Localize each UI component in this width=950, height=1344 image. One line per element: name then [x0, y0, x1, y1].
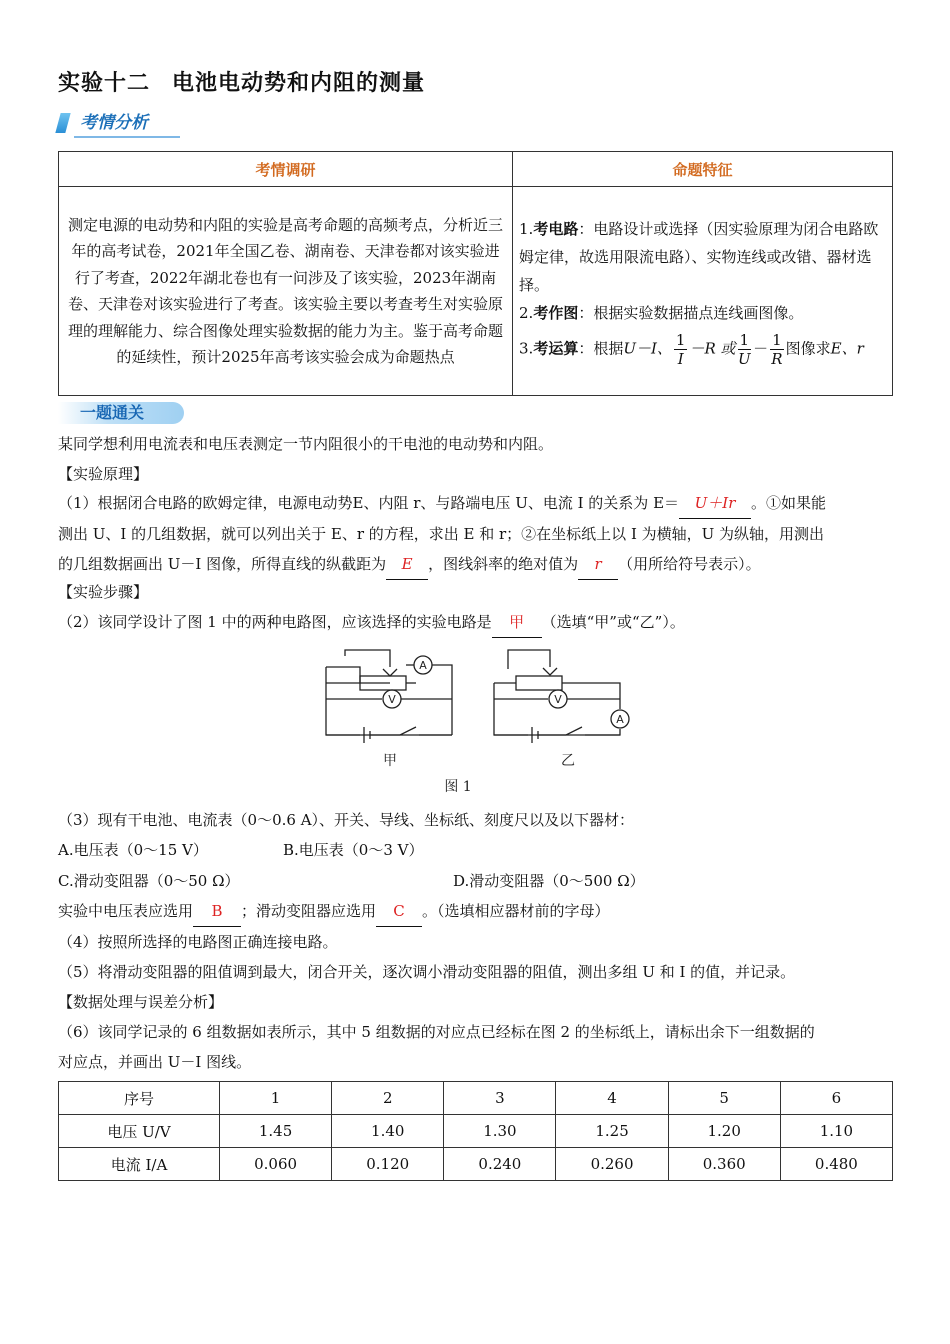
table-cell: 1.40 [332, 1115, 444, 1148]
research-text: 测定电源的电动势和内阻的实验是高考命题的高频考点，分析近三年的高考试卷，2021年全国乙卷、湖南卷、天津卷都对该实验进行了考查，2022年湖北卷也有一问涉及了该实验，2023年湖南卷、天津卷对该实验进行了考查。该实验主要以考查考生对实验原理的理解能力、综合图像处理实验数据的能力为主。鉴于高考命题的延续性，预计2025年高考该实验会成为命题热点 [59, 187, 513, 396]
table-cell: 1.30 [444, 1115, 556, 1148]
circuit-left-label: 甲 [383, 753, 397, 769]
fraction: $\frac{1}{U}$ [737, 330, 751, 368]
table-cell: 3 [444, 1082, 556, 1115]
table-cell: 4 [556, 1082, 668, 1115]
fraction: $\frac{1}{I}$ [675, 330, 686, 368]
question-3: 实验中电压表应选用 B ；滑动变阻器应选用 C 。（选填相应器材前的字母） [58, 896, 893, 927]
table-cell: 2 [332, 1082, 444, 1115]
answer-blank: 甲 [492, 607, 542, 638]
table-row [59, 1148, 893, 1181]
section-principle: 【实验原理】 [58, 465, 149, 483]
table-cell: 电流 I/A [59, 1148, 220, 1181]
table-cell: 5 [668, 1082, 780, 1115]
option-row [58, 866, 893, 896]
analysis-table [58, 151, 893, 396]
analysis-badge [58, 110, 176, 136]
analysis-header-research: 考情调研 [59, 152, 513, 187]
section-data: 【数据处理与误差分析】 [58, 993, 224, 1011]
table-cell: 0.260 [556, 1148, 668, 1181]
table-cell: 6 [780, 1082, 892, 1115]
question-5: （5）将滑动变阻器的阻值调到最大，闭合开关，逐次调小滑动变阻器的阻值，测出多组 U 和 I 的值，并记录。 [58, 963, 796, 981]
table-row [59, 1082, 893, 1115]
voltmeter-icon: V [554, 693, 562, 706]
question-4: （4）按照所选择的电路图正确连接电路。 [58, 933, 338, 951]
ammeter-icon: A [616, 713, 624, 726]
table-cell: 1 [220, 1082, 332, 1115]
badge-stripe-icon [55, 113, 70, 133]
answer-blank: U＋Ir [679, 488, 751, 519]
analysis-header-features: 命题特征 [513, 152, 893, 187]
question-2: （2）该同学设计了图 1 中的两种电路图，应该选择的实验电路是 甲 （选填“甲”或“乙”）。 [58, 607, 893, 638]
banner-label: 一题通关 [80, 403, 145, 422]
feature-item: 2.考作图：根据实验数据描点连线画图像。 [519, 303, 804, 322]
table-cell: 1.25 [556, 1115, 668, 1148]
data-table [58, 1081, 893, 1181]
option-c: C.滑动变阻器（0～50 Ω） [58, 872, 240, 890]
table-cell: 0.480 [780, 1148, 892, 1181]
table-cell: 电压 U/V [59, 1115, 220, 1148]
ammeter-icon: A [419, 659, 427, 672]
option-row [58, 835, 893, 865]
option-d: D.滑动变阻器（0～500 Ω） [453, 872, 645, 890]
table-cell: 1.20 [668, 1115, 780, 1148]
section-banner [58, 402, 184, 424]
answer-blank: B [193, 896, 241, 927]
option-a: A.电压表（0～15 V） [58, 841, 208, 859]
answer-blank: E [386, 549, 428, 580]
badge-label: 考情分析 [74, 110, 180, 138]
voltmeter-icon: V [388, 693, 396, 706]
answer-blank: r [578, 549, 618, 580]
table-cell: 0.240 [444, 1148, 556, 1181]
option-b: B.电压表（0～3 V） [283, 841, 424, 859]
table-cell: 1.10 [780, 1115, 892, 1148]
question-3-intro: （3）现有干电池、电流表（0～0.6 A）、开关、导线、坐标纸、刻度尺以及以下器材： [58, 811, 635, 829]
question-1: （1）根据闭合电路的欧姆定律，电源电动势E、内阻 r、与路端电压 U、电流 I 的关系为 E＝ U＋Ir 。①如果能 测出 U、I 的几组数据，就可以列出关于 E、r 的方程，求出 E 和 r；②在坐标纸上以 I 为横轴，U 为纵轴，用测出 的几组数据画出 U－I 图像，所得直线的纵截距为 E ，图线斜率的绝对值为 r （用所给符号表示）。 [58, 488, 893, 580]
page-title: 实验十二 电池电动势和内阻的测量 [58, 71, 426, 96]
fraction: $\frac{1}{R}$ [771, 330, 783, 368]
table-cell: 0.360 [668, 1148, 780, 1181]
table-cell: 0.060 [220, 1148, 332, 1181]
figure-caption: 图 1 [444, 779, 472, 795]
feature-item: 3.考运算：根据U－I、 $\frac{1}{I}$ －R 或 $\frac{1}{U}$ － $\frac{1}{R}$ 图像求E、r [519, 330, 864, 368]
question-6: （6）该同学记录的 6 组数据如表所示，其中 5 组数据的对应点已经标在图 2 的坐标纸上，请标出余下一组数据的 对应点，并画出 U－I 图线。 [58, 1023, 815, 1071]
circuit-right-label: 乙 [561, 753, 575, 769]
table-cell: 0.120 [332, 1148, 444, 1181]
table-row [59, 1115, 893, 1148]
circuit-figure [320, 645, 640, 800]
intro-text: 某同学想利用电流表和电压表测定一节内阻很小的干电池的电动势和内阻。 [58, 435, 554, 453]
answer-blank: C [376, 896, 422, 927]
features-cell [513, 187, 893, 396]
section-steps: 【实验步骤】 [58, 583, 149, 601]
table-cell: 1.45 [220, 1115, 332, 1148]
feature-item: 1.考电路：电路设计或选择（因实验原理为闭合电路欧姆定律，故选用限流电路）、实物连线或改错、器材选择。 [519, 219, 879, 294]
table-cell: 序号 [59, 1082, 220, 1115]
